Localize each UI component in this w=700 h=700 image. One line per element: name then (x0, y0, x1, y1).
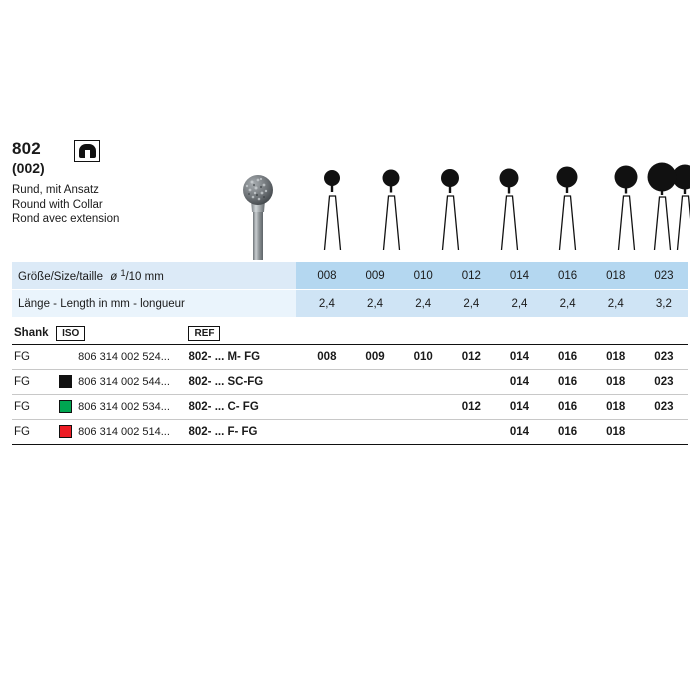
iso-number: 806 314 002 544... (76, 370, 186, 395)
ref-number: 802- ... C- FG (186, 395, 295, 420)
bur-icon-023 (634, 150, 690, 260)
header-blank (495, 322, 543, 345)
availability-cell (303, 420, 351, 445)
product-iso-code: (002) (12, 160, 45, 176)
availability-cell: 014 (495, 395, 543, 420)
header-ref-cell (186, 322, 295, 345)
size-cell: 008 (303, 262, 351, 290)
availability-cell: 012 (447, 395, 495, 420)
ref-number: 802- ... F- FG (186, 420, 295, 445)
shank-type: FG (12, 370, 54, 395)
size-cell: 012 (447, 262, 495, 290)
description-fr: Rond avec extension (12, 213, 120, 225)
size-cell: 010 (399, 262, 447, 290)
green-color-swatch (59, 400, 72, 413)
bur-icon-012 (500, 169, 519, 251)
size-cell: 016 (544, 262, 592, 290)
size-cell: 014 (495, 262, 543, 290)
availability-cell: 009 (351, 345, 399, 370)
bur-icon-014 (557, 167, 578, 251)
length-cell: 2,4 (544, 290, 592, 318)
header-shank: Shank (12, 322, 54, 345)
availability-cell (399, 395, 447, 420)
availability-cell (447, 420, 495, 445)
length-cell: 3,2 (640, 290, 688, 318)
header-blank (399, 322, 447, 345)
description-en: Round with Collar (12, 198, 103, 211)
table-row (12, 395, 688, 420)
availability-cell: 023 (640, 345, 688, 370)
color-swatch-cell (54, 370, 76, 395)
availability-cell (399, 370, 447, 395)
availability-cell (303, 370, 351, 395)
size-length-table (12, 262, 688, 318)
length-cell: 2,4 (592, 290, 640, 318)
availability-cell: 014 (495, 370, 543, 395)
table-header-row (12, 322, 688, 345)
table-row (12, 370, 688, 395)
availability-cell: 010 (399, 345, 447, 370)
spacer-cell (296, 370, 303, 395)
availability-cell: 014 (495, 420, 543, 445)
availability-cell: 018 (592, 345, 640, 370)
color-swatch-cell (54, 420, 76, 445)
iso-number: 806 314 002 524... (76, 345, 186, 370)
header-blank (640, 322, 688, 345)
size-cell: 009 (351, 262, 399, 290)
availability-cell: 016 (544, 345, 592, 370)
availability-cell: 016 (544, 395, 592, 420)
table-row-length (12, 290, 688, 318)
bur-diagram-row (225, 150, 690, 260)
availability-cell: 016 (544, 420, 592, 445)
header-iso-cell (54, 322, 80, 345)
iso-number: 806 314 002 534... (76, 395, 186, 420)
header-spacer (76, 322, 186, 345)
length-cell: 2,4 (303, 290, 351, 318)
availability-cell (351, 370, 399, 395)
product-code: 802 (12, 139, 41, 158)
availability-cell (447, 370, 495, 395)
round-with-collar-shape-icon (74, 140, 100, 162)
availability-cell: 018 (592, 420, 640, 445)
black-color-swatch (59, 375, 72, 388)
color-swatch-cell (54, 345, 76, 370)
header-blank (592, 322, 640, 345)
shank-type: FG (12, 395, 54, 420)
availability-cell: 012 (447, 345, 495, 370)
length-cell: 2,4 (447, 290, 495, 318)
ref-number: 802- ... M- FG (186, 345, 295, 370)
description-de: Rund, mit Ansatz (12, 184, 99, 196)
product-header (12, 140, 222, 227)
availability-cell: 014 (495, 345, 543, 370)
size-row-label: Größe/Size/taille ø $^1$/10 mm (12, 262, 296, 290)
spacer-cell (296, 395, 303, 420)
header-blank (351, 322, 399, 345)
availability-cell: 008 (303, 345, 351, 370)
availability-cell: 016 (544, 370, 592, 395)
color-swatch-cell (54, 395, 76, 420)
spacer-cell (296, 420, 303, 445)
shank-type: FG (12, 420, 54, 445)
header-spacer-2 (296, 322, 303, 345)
spacer-cell (296, 262, 303, 290)
shank-reference-table (12, 322, 688, 445)
red-color-swatch (59, 425, 72, 438)
shank-type: FG (12, 345, 54, 370)
length-row-label: Länge - Length in mm - longueur (12, 290, 296, 318)
header-blank (447, 322, 495, 345)
bur-icon-009 (383, 170, 400, 251)
bur-icon-008 (324, 170, 341, 250)
availability-cell (640, 420, 688, 445)
iso-number: 806 314 002 514... (76, 420, 186, 445)
ref-label: REF (188, 326, 220, 341)
availability-cell (303, 395, 351, 420)
availability-cell: 023 (640, 395, 688, 420)
availability-cell (351, 420, 399, 445)
header-blank (303, 322, 351, 345)
spacer-cell (296, 290, 303, 318)
table-row-size (12, 262, 688, 290)
size-cell: 018 (592, 262, 640, 290)
table-row (12, 345, 688, 370)
ref-number: 802- ... SC-FG (186, 370, 295, 395)
header-blank (544, 322, 592, 345)
size-cell: 023 (640, 262, 688, 290)
availability-cell (351, 395, 399, 420)
length-cell: 2,4 (399, 290, 447, 318)
availability-cell: 023 (640, 370, 688, 395)
iso-label: ISO (56, 326, 85, 341)
length-cell: 2,4 (495, 290, 543, 318)
availability-cell: 018 (592, 395, 640, 420)
spacer-cell (296, 345, 303, 370)
availability-cell: 018 (592, 370, 640, 395)
bur-icon-010 (441, 169, 459, 250)
table-row (12, 420, 688, 445)
availability-cell (399, 420, 447, 445)
length-cell: 2,4 (351, 290, 399, 318)
